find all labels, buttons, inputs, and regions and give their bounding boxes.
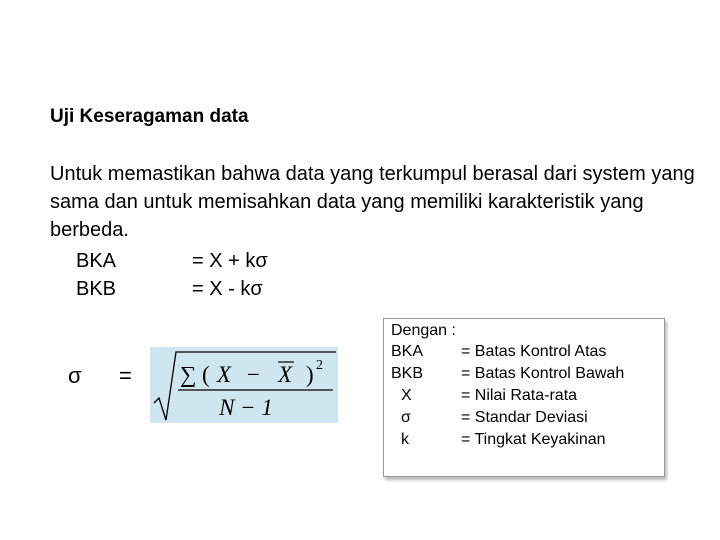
legend-symbol-k: k — [401, 431, 409, 448]
legend-symbol-x: X — [401, 387, 412, 404]
sigma-symbol: σ — [68, 363, 82, 388]
body-paragraph: Untuk memastikan bahwa data yang terkumpul berasal dari system yang sama dan untuk memisahkan data yang memiliki karakteristik yang berbeda. — [50, 163, 695, 241]
formula-graphic — [150, 347, 338, 423]
numerator-x: X — [217, 362, 232, 387]
legend-symbol-sigma: σ — [401, 409, 411, 426]
bkb-equation: = X - kσ — [192, 278, 263, 300]
std-dev-formula — [150, 347, 338, 423]
legend-def-bkb: = Batas Kontrol Bawah — [461, 365, 625, 382]
close-paren: ) — [306, 362, 314, 387]
legend-def-bka: = Batas Kontrol Atas — [461, 343, 607, 360]
slide-title: Uji Keseragaman data — [50, 106, 249, 127]
bkb-label: BKB — [76, 278, 117, 300]
numerator-xbar: X — [278, 362, 293, 387]
bka-label: BKA — [76, 250, 117, 272]
equals-sign: = — [119, 363, 132, 388]
legend-def-k: = Tingkat Keyakinan — [461, 431, 606, 448]
minus-sign: − — [247, 362, 260, 387]
sum-sign: ∑ — [180, 362, 197, 387]
legend-def-x: = Nilai Rata-rata — [461, 387, 578, 404]
legend-symbol-bka: BKA — [391, 343, 424, 360]
legend-box — [383, 318, 665, 477]
bka-equation: = X + kσ — [192, 250, 268, 272]
exponent: 2 — [316, 358, 323, 373]
denominator: N − 1 — [219, 395, 273, 420]
legend-def-sigma: = Standar Deviasi — [461, 409, 588, 426]
open-paren: ( — [202, 362, 210, 387]
legend-heading: Dengan : — [391, 322, 456, 339]
legend-symbol-bkb: BKB — [391, 365, 424, 382]
